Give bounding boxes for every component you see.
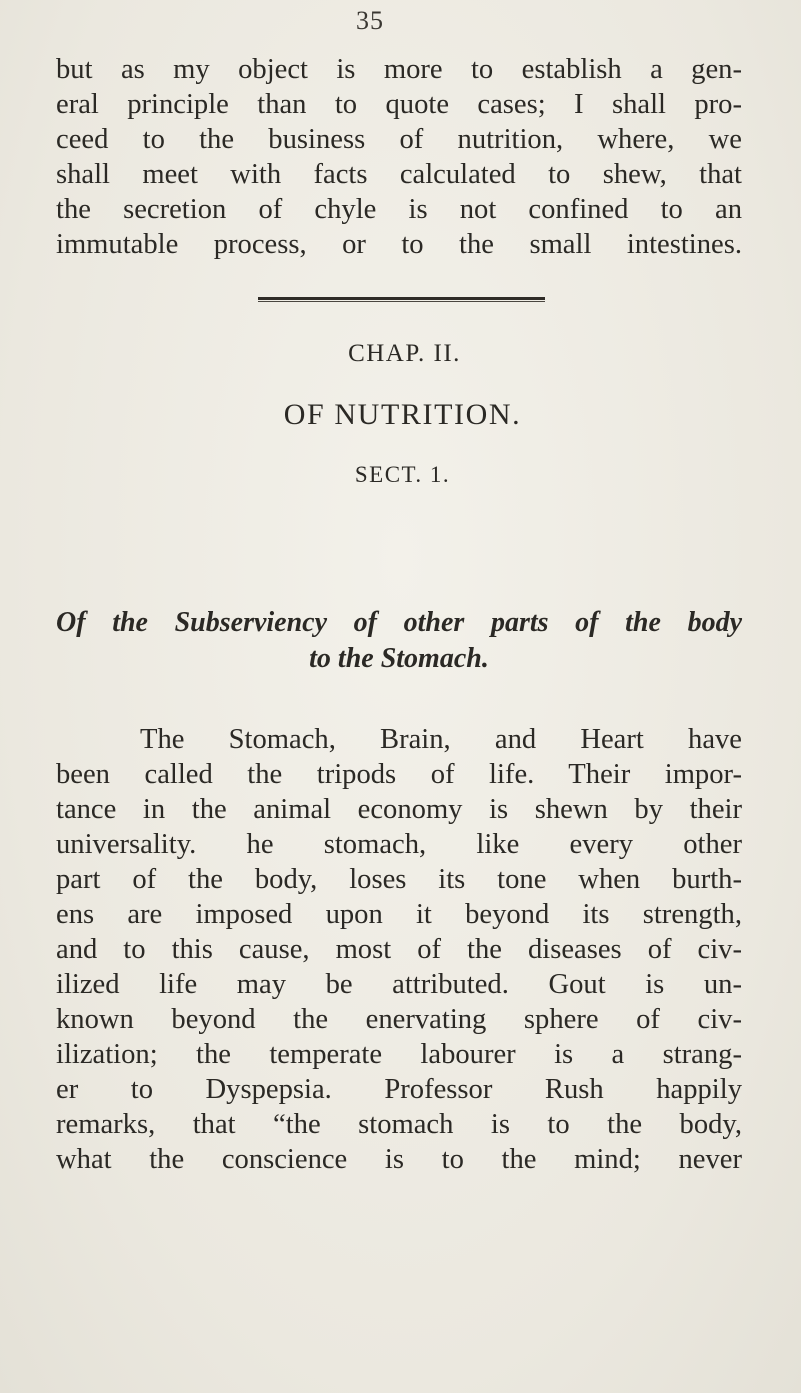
text-line: part of the body, loses its tone when burth- (56, 864, 742, 895)
text-line: universality. he stomach, like every other (56, 829, 742, 860)
text-line: ilization; the temperate labourer is a strang- (56, 1039, 742, 1070)
text-line: ceed to the business of nutrition, where, we (56, 124, 742, 155)
text-line: been called the tripods of life. Their impor- (56, 759, 742, 790)
section-title (56, 605, 742, 677)
text-line: known beyond the enervating sphere of civ- (56, 1004, 742, 1035)
text-line: immutable process, or to the small intestines. (56, 229, 742, 260)
text-line: the secretion of chyle is not confined to an (56, 194, 742, 225)
text-line: The Stomach, Brain, and Heart have (140, 724, 742, 755)
text-line: eral principle than to quote cases; I shall pro- (56, 89, 742, 120)
text-line: but as my object is more to establish a gen- (56, 54, 742, 85)
chapter-heading: OF NUTRITION. (283, 398, 522, 431)
section-title-line: to the Stomach. (309, 643, 489, 674)
text-line: ens are imposed upon it beyond its strength, (56, 899, 742, 930)
chapter-number: CHAP. II. (348, 340, 461, 367)
opening-paragraph (56, 52, 742, 262)
text-line: what the conscience is to the mind; never (56, 1144, 742, 1175)
chapter-divider-rule (258, 297, 545, 302)
text-line: tance in the animal economy is shewn by their (56, 794, 742, 825)
text-line: shall meet with facts calculated to shew, that (56, 159, 742, 190)
text-line: and to this cause, most of the diseases of civ- (56, 934, 742, 965)
section-number: SECT. 1. (354, 462, 451, 487)
text-line: remarks, that “the stomach is to the body, (56, 1109, 742, 1140)
page-number: 35 (356, 6, 384, 35)
text-line: er to Dyspepsia. Professor Rush happily (56, 1074, 742, 1105)
section-title-line: Of the Subserviency of other parts of the body (56, 607, 742, 638)
body-paragraph (56, 722, 742, 1177)
text-line: ilized life may be attributed. Gout is un- (56, 969, 742, 1000)
